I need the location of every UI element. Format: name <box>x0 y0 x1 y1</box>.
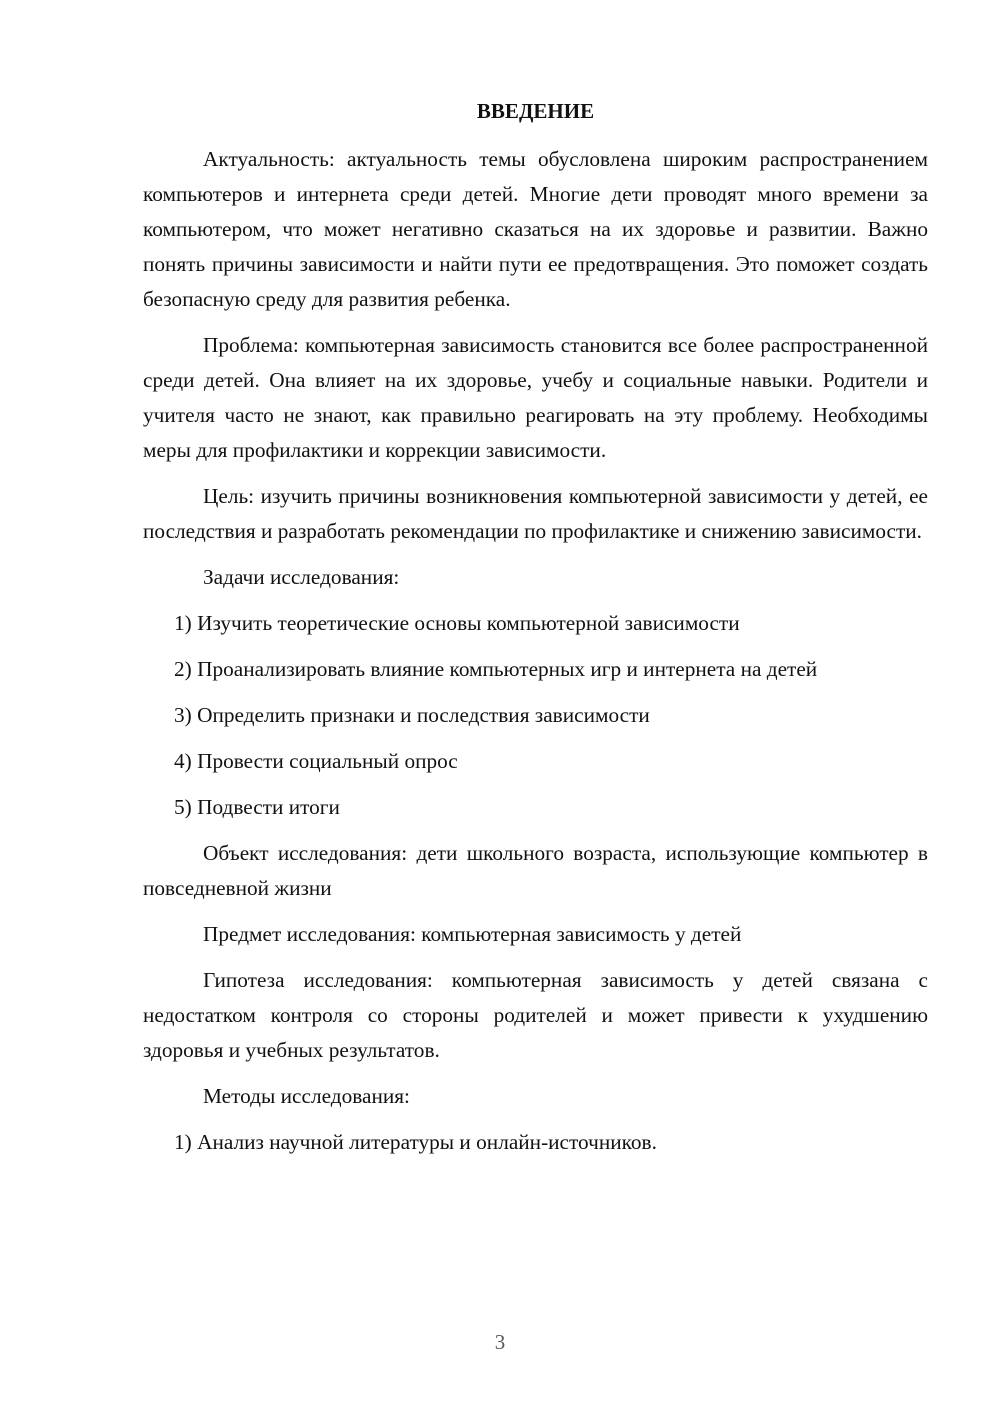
section-heading: ВВЕДЕНИЕ <box>476 99 595 123</box>
task-item-1: 1) Изучить теоретические основы компьютерной зависимости <box>174 611 740 635</box>
task-item-3: 3) Определить признаки и последствия зависимости <box>174 703 650 727</box>
paragraph-subject: Предмет исследования: компьютерная зависимость у детей <box>203 922 742 946</box>
paragraph-hypothesis: Гипотеза исследования: компьютерная зависимость у детей связана с недостатком контроля со стороны родителей и может привести к ухудшению здоровья и учебных результатов. <box>143 968 928 1062</box>
paragraph-goal: Цель: изучить причины возникновения компьютерной зависимости у детей, ее последствия и разработать рекомендации по профилактике и снижению зависимости. <box>143 484 928 543</box>
task-item-5: 5) Подвести итоги <box>174 795 340 819</box>
paragraph-object: Объект исследования: дети школьного возраста, использующие компьютер в повседневной жизни <box>143 841 928 900</box>
task-item-2: 2) Проанализировать влияние компьютерных игр и интернета на детей <box>174 657 818 681</box>
methods-heading: Методы исследования: <box>203 1084 410 1108</box>
paragraph-relevance: Актуальность: актуальность темы обусловлена широким распространением компьютеров и интернета среди детей. Многие дети проводят много времени за компьютером, что может негативно сказаться на их здоровье и развитии. Важно понять причины зависимости и найти пути ее предотвращения. Это поможет создать безопасную среду для развития ребенка. <box>143 147 928 311</box>
tasks-heading: Задачи исследования: <box>203 565 400 589</box>
task-item-4: 4) Провести социальный опрос <box>174 749 458 773</box>
paragraph-problem: Проблема: компьютерная зависимость становится все более распространенной среди детей. Она влияет на их здоровье, учебу и социальные навыки. Родители и учителя часто не знают, как правильно реагировать на эту проблему. Необходимы меры для профилактики и коррекции зависимости. <box>143 333 928 462</box>
page-number: 3 <box>494 1330 506 1354</box>
method-item-1: 1) Анализ научной литературы и онлайн-источников. <box>174 1130 657 1154</box>
document-page <box>143 94 928 1171</box>
